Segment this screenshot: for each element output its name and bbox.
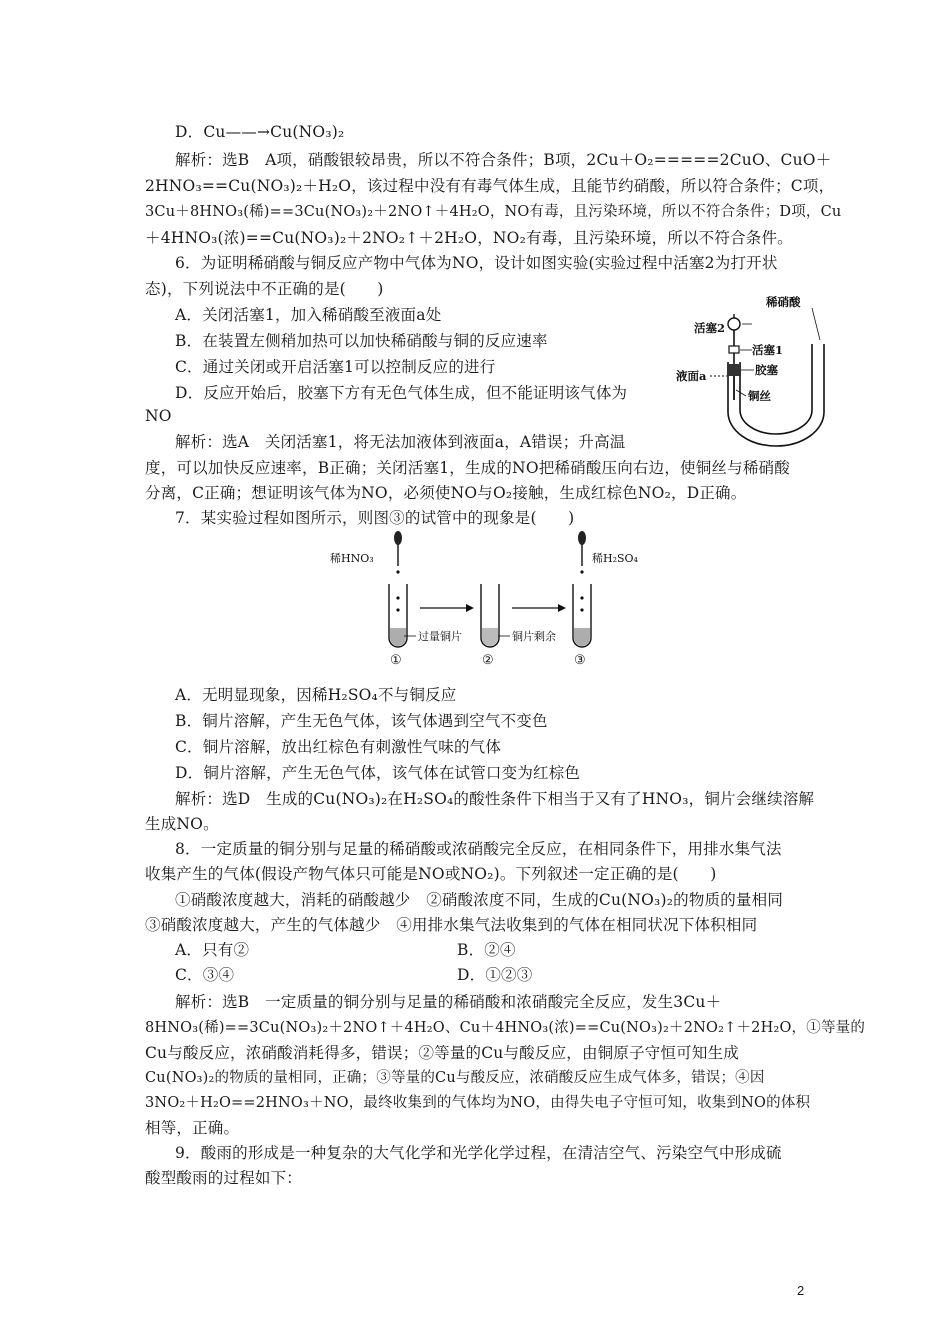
excess-copper-label: 过量铜片 (418, 630, 462, 643)
option-d-continuation: NO (145, 407, 172, 425)
option-d-text: D．Cu——→Cu(NO₃)₂ (175, 123, 345, 141)
question-stem: 6．为证明稀硝酸与铜反应产物中气体为NO，设计如图实验(实验过程中活塞2为打开状 (175, 254, 778, 272)
analysis-line: 分离，C正确；想证明该气体为NO，必须使NO与O₂接触，生成红棕色NO₂，D正确。 (145, 484, 747, 502)
analysis-line: 3Cu＋8HNO₃(稀)==3Cu(NO₃)₂＋2NO↑＋4H₂O，NO有毒，且污染环境，所以不符合条件；D项，Cu (145, 204, 842, 220)
analysis-line: 相等，正确。 (145, 1119, 240, 1137)
option-d: D．铜片溶解，产生无色气体，该气体在试管口变为红棕色 (175, 764, 581, 782)
question-stem: 收集产生的气体(假设产物气体只可能是NO或NO₂)。下列叙述一定正确的是( ) (145, 865, 717, 883)
option-b: B．②④ (457, 941, 516, 959)
left-reagent-label: 稀HNO₃ (330, 552, 374, 565)
option-c: C．铜片溶解，放出红棕色有刺激性气味的气体 (175, 738, 502, 756)
u-tube-apparatus-figure (676, 295, 830, 452)
option-a: A．关闭活塞1，加入稀硝酸至液面a处 (175, 306, 442, 324)
statement-line: ①硝酸浓度越大，消耗的硝酸越少 ②硝酸浓度不同，生成的Cu(NO₃)₂的物质的量相同 (175, 891, 784, 909)
analysis-line: 度，可以加快反应速率，B正确；关闭活塞1，生成的NO把稀硝酸压向右边，使铜丝与稀硝酸 (145, 459, 790, 477)
test-tube-experiment-figure (330, 528, 638, 670)
analysis-line: 3NO₂＋H₂O==2HNO₃＋NO，最终收集到的气体均为NO，由得失电子守恒可知，收集到NO的体积 (145, 1095, 811, 1111)
tube-2-label: ② (482, 653, 494, 668)
valve1-icon (729, 346, 739, 353)
option-d: D．反应开始后，胶塞下方有无色气体生成，但不能证明该气体为 (175, 384, 628, 402)
question-stem: 态)，下列说法中不正确的是( ) (145, 280, 384, 298)
analysis-line: 解析：选B 一定质量的铜分别与足量的稀硝酸和浓硝酸完全反应，发生3Cu＋ (175, 993, 722, 1011)
analysis-line: ＋4HNO₃(浓)==Cu(NO₃)₂＋2NO₂↑＋2H₂O，NO₂有毒，且污染环境，所以不符合条件。 (145, 229, 793, 247)
dropper-icon (578, 531, 586, 545)
valve2-icon (728, 318, 740, 330)
page-number: 2 (797, 1283, 805, 1298)
analysis-line: 生成NO。 (145, 815, 219, 833)
analysis-line: 解析：选D 生成的Cu(NO₃)₂在H₂SO₄的酸性条件下相当于又有了HNO₃，铜片会继续溶解 (175, 790, 815, 808)
analysis-line: Cu(NO₃)₂的物质的量相同，正确；③等量的Cu与酸反应，浓硝酸反应生成气体多，错误；④因 (145, 1070, 765, 1086)
option-c: C．通过关闭或开启活塞1可以控制反应的进行 (175, 358, 496, 376)
analysis-line: Cu与酸反应，浓硝酸消耗得多，错误；②等量的Cu与酸反应，由铜原子守恒可知生成 (145, 1044, 739, 1062)
option-b: B．在装置左侧稍加热可以加快稀硝酸与铜的反应速率 (175, 332, 548, 350)
tube-1-label: ① (390, 653, 402, 668)
tube-3-label: ③ (574, 653, 586, 668)
question-stem: 7．某实验过程如图所示，则图③的试管中的现象是( ) (175, 509, 575, 527)
wire-label: 铜丝 (748, 389, 771, 403)
rubber-stopper (727, 364, 741, 376)
level-label: 液面a (676, 369, 707, 383)
option-b: B．铜片溶解，产生无色气体，该气体遇到空气不变色 (175, 712, 548, 730)
option-d: D．①②③ (457, 966, 533, 984)
right-reagent-label: 稀H₂SO₄ (592, 552, 638, 565)
remaining-copper-label: 铜片剩余 (512, 630, 556, 643)
statement-line: ③硝酸浓度越大，产生的气体越少 ④用排水集气法收集到的气体在相同状况下体积相同 (145, 916, 758, 934)
question-stem: 酸型酸雨的过程如下： (145, 1169, 303, 1187)
option-a: A．无明显现象，因稀H₂SO₄不与铜反应 (175, 686, 457, 704)
dropper-icon (394, 531, 402, 545)
option-a: A．只有② (175, 941, 250, 959)
option-c: C．③④ (175, 966, 235, 984)
analysis-line: 解析：选A 关闭活塞1，将无法加液体到液面a，A错误；升高温 (175, 433, 626, 451)
acid-label: 稀硝酸 (766, 295, 801, 309)
analysis-line: 8HNO₃(稀)==3Cu(NO₃)₂＋2NO↑＋4H₂O、Cu＋4HNO₃(浓)==Cu(NO₃)₂＋2NO₂↑＋2H₂O，①等量的 (145, 1020, 866, 1036)
analysis-line: 2HNO₃==Cu(NO₃)₂＋H₂O，该过程中没有有毒气体生成，且能节约硝酸，所以符合条件；C项， (145, 177, 835, 195)
question-stem: 9．酸雨的形成是一种复杂的大气化学和光学化学过程，在清洁空气、污染空气中形成硫 (175, 1144, 782, 1162)
question-stem: 8．一定质量的铜分别与足量的稀硝酸或浓硝酸完全反应，在相同条件下，用排水集气法 (175, 840, 782, 858)
analysis-line: 解析：选B A项，硝酸银较昂贵，所以不符合条件；B项，2Cu＋O₂=====2CuO、CuO＋ (175, 151, 832, 169)
stopper-label: 胶塞 (755, 363, 778, 377)
valve1-label: 活塞1 (752, 343, 784, 357)
valve2-label: 活塞2 (694, 321, 726, 335)
